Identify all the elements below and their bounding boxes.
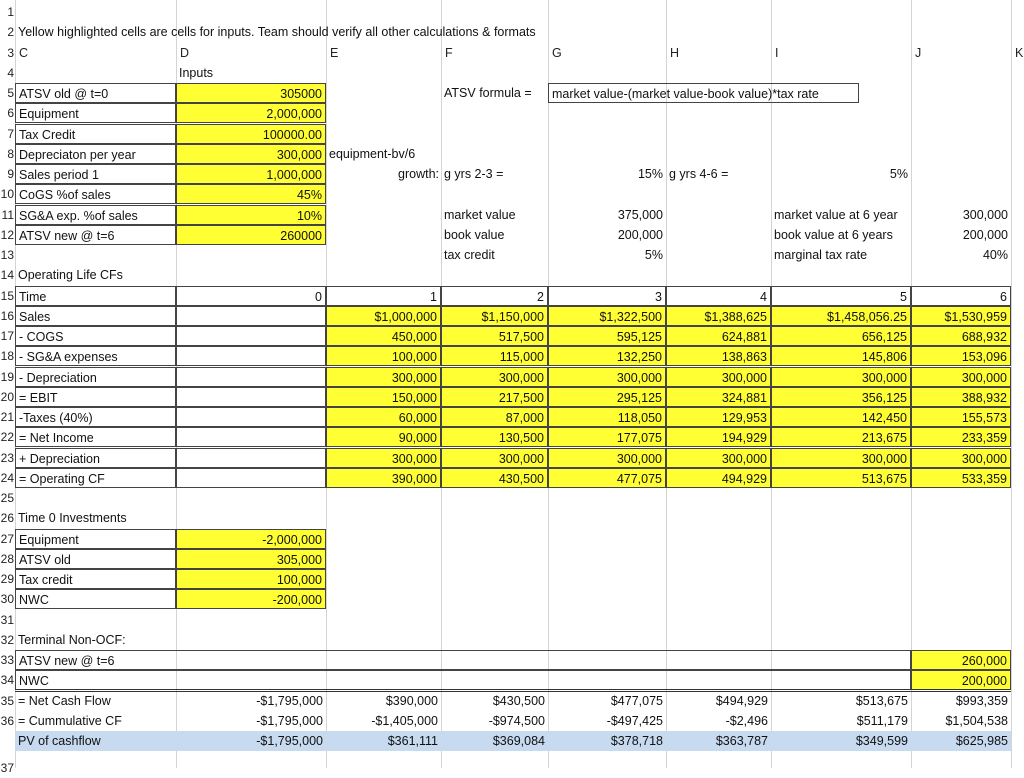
oplife-value[interactable]: 118,050 [548,407,666,427]
summary-value[interactable]: -$1,405,000 [371,713,438,728]
row-number[interactable]: 27 [0,531,14,546]
empty-cell[interactable] [176,407,326,427]
marginal-tax-rate[interactable]: 40% [982,248,1008,262]
oplife-value[interactable]: 300,000 [666,448,771,468]
summary-value[interactable]: $511,179 [856,713,908,728]
market-value-6[interactable]: 300,000 [962,207,1008,222]
row-number[interactable] [0,731,14,751]
summary-value[interactable]: $430,500 [492,693,545,708]
oplife-value[interactable]: $1,000,000 [326,306,441,326]
empty-cell[interactable] [176,387,326,407]
tax-credit-label[interactable]: tax credit [444,248,495,262]
input-value[interactable]: 1,000,000 [176,164,326,184]
oplife-value[interactable]: 656,125 [771,326,911,346]
summary-value[interactable]: $349,599 [771,731,911,751]
oplife-value[interactable]: 100,000 [326,346,441,366]
input-value[interactable]: 45% [176,184,326,204]
oplife-value[interactable]: 300,000 [771,448,911,468]
empty-cell[interactable] [176,306,326,326]
oplife-value[interactable]: 132,250 [548,346,666,366]
summary-label[interactable]: = Net Cash Flow [18,693,111,708]
input-label[interactable]: ATSV new @ t=6 [15,225,176,245]
time0-value[interactable]: -2,000,000 [176,529,326,549]
row-number[interactable]: 32 [0,632,14,647]
tax-credit-value[interactable]: 5% [644,248,663,262]
oplife-value[interactable]: $1,530,959 [911,306,1011,326]
summary-value[interactable]: -$1,795,000 [176,731,326,751]
row-number[interactable]: 30 [0,592,14,607]
summary-value[interactable]: $378,718 [548,731,666,751]
time-value[interactable]: 2 [441,286,548,306]
oplife-value[interactable]: 450,000 [326,326,441,346]
time-value[interactable]: 6 [911,286,1011,306]
oplife-label[interactable]: - Depreciation [15,367,176,387]
oplife-value[interactable]: $1,388,625 [666,306,771,326]
row-number[interactable]: 10 [0,187,14,202]
terminal-value[interactable]: 260,000 [911,650,1011,670]
row-number[interactable]: 35 [0,693,14,708]
oplife-value[interactable]: $1,150,000 [441,306,548,326]
oplife-value[interactable]: 688,932 [911,326,1011,346]
oplife-value[interactable]: 142,450 [771,407,911,427]
empty-cell[interactable] [176,346,326,366]
input-value[interactable]: 10% [176,205,326,225]
oplife-value[interactable]: 430,500 [441,468,548,488]
summary-value[interactable]: $494,929 [715,693,768,708]
oplife-label[interactable]: -Taxes (40%) [15,407,176,427]
row-number[interactable]: 2 [7,25,14,40]
depreciation-note[interactable]: equipment-bv/6 [329,146,416,161]
row-number[interactable]: 20 [0,389,14,404]
summary-value[interactable]: -$974,500 [488,713,545,728]
input-label[interactable]: Equipment [15,103,176,123]
oplife-value[interactable]: 300,000 [441,367,548,387]
double-border [15,689,1011,690]
time0-value[interactable]: 305,000 [176,549,326,569]
oplife-value[interactable]: 388,932 [911,387,1011,407]
time-value[interactable]: 0 [176,286,326,306]
time0-label[interactable]: ATSV old [15,549,176,569]
summary-value[interactable]: $513,675 [855,693,908,708]
oplife-label[interactable]: = Operating CF [15,468,176,488]
row-number[interactable]: 23 [0,450,14,465]
oplife-value[interactable]: 60,000 [326,407,441,427]
oplife-value[interactable]: 129,953 [666,407,771,427]
row-number[interactable]: 19 [0,369,14,384]
row-number[interactable]: 12 [0,227,14,242]
oplife-value[interactable]: 533,359 [911,468,1011,488]
oplife-value[interactable]: 155,573 [911,407,1011,427]
oplife-value[interactable]: 194,929 [666,427,771,447]
row-number[interactable]: 15 [0,288,14,303]
summary-value[interactable]: -$1,795,000 [256,693,323,708]
column-letter-f[interactable]: F [445,45,453,60]
oplife-value[interactable]: 300,000 [771,367,911,387]
empty-cell[interactable] [176,448,326,468]
summary-label[interactable]: = Cummulative CF [18,713,122,728]
oplife-value[interactable]: 300,000 [548,367,666,387]
column-letter-g[interactable]: G [552,45,562,60]
input-label[interactable]: ATSV old @ t=0 [15,83,176,103]
input-value[interactable]: 100000.00 [176,124,326,144]
instructions-note[interactable]: Yellow highlighted cells are cells for inputs. Team should verify all other calculations & formats [18,25,536,40]
oplife-value[interactable]: 145,806 [771,346,911,366]
oplife-value[interactable]: 177,075 [548,427,666,447]
row-number[interactable]: 13 [0,248,14,262]
row-number[interactable]: 6 [7,106,14,121]
input-label[interactable]: CoGS %of sales [15,184,176,204]
gridline [1011,0,1012,768]
oplife-value[interactable]: 217,500 [441,387,548,407]
input-value[interactable]: 305000 [176,83,326,103]
row-number[interactable]: 28 [0,551,14,566]
summary-value[interactable]: $993,359 [955,693,1008,708]
operating-life-title[interactable]: Operating Life CFs [18,268,123,283]
oplife-label[interactable]: = EBIT [15,387,176,407]
input-label[interactable]: Depreciaton per year [15,144,176,164]
oplife-value[interactable]: 90,000 [326,427,441,447]
oplife-value[interactable]: 300,000 [326,367,441,387]
row-number[interactable]: 18 [0,349,14,364]
oplife-value[interactable]: 295,125 [548,387,666,407]
oplife-label[interactable]: = Net Income [15,427,176,447]
row-number[interactable]: 21 [0,410,14,424]
oplife-value[interactable]: 87,000 [441,407,548,427]
row-number[interactable]: 5 [7,86,14,100]
column-letter-j[interactable]: J [915,45,922,60]
oplife-value[interactable]: 300,000 [911,367,1011,387]
growth-46-value[interactable]: 5% [889,167,908,181]
oplife-value[interactable]: 300,000 [441,448,548,468]
row-number[interactable]: 17 [0,329,14,343]
oplife-value[interactable]: 595,125 [548,326,666,346]
summary-value[interactable]: $363,787 [666,731,771,751]
empty-cell[interactable] [176,468,326,488]
empty-cell[interactable] [176,326,326,346]
double-border [15,691,1011,692]
oplife-value[interactable]: 517,500 [441,326,548,346]
oplife-label[interactable]: Sales [15,306,176,326]
row-number[interactable]: 8 [7,146,14,161]
row-number[interactable]: 22 [0,430,14,445]
oplife-value[interactable]: 624,881 [666,326,771,346]
oplife-label[interactable]: - SG&A expenses [15,346,176,366]
row-number[interactable]: 14 [0,268,14,283]
atsv-formula[interactable]: market value-(market value-book value)*tax rate [548,83,859,103]
row-number[interactable]: 33 [0,653,14,667]
terminal-value[interactable]: 200,000 [911,670,1011,690]
oplife-value[interactable]: 130,500 [441,427,548,447]
oplife-value[interactable]: $1,322,500 [548,306,666,326]
oplife-value[interactable]: 233,359 [911,427,1011,447]
summary-value[interactable]: -$497,425 [606,713,663,728]
oplife-value[interactable]: 494,929 [666,468,771,488]
summary-value[interactable]: $369,084 [441,731,548,751]
column-letter-h[interactable]: H [670,45,680,60]
input-value[interactable]: 260000 [176,225,326,245]
summary-value[interactable]: -$1,795,000 [256,713,323,728]
row-number[interactable]: 9 [7,167,14,181]
terminal-label[interactable]: NWC [15,670,911,690]
growth-label[interactable]: growth: [398,167,439,181]
row-number[interactable]: 37 [0,761,14,775]
summary-value[interactable]: $390,000 [385,693,438,708]
market-value[interactable]: 375,000 [617,207,663,222]
oplife-value[interactable]: 300,000 [548,448,666,468]
book-value[interactable]: 200,000 [617,227,663,242]
time0-label[interactable]: Tax credit [15,569,176,589]
inputs-heading[interactable]: Inputs [179,65,214,80]
row-number[interactable]: 34 [0,673,14,688]
marginal-tax-rate-label[interactable]: marginal tax rate [774,248,868,262]
oplife-value[interactable]: 115,000 [441,346,548,366]
oplife-value[interactable]: 153,096 [911,346,1011,366]
time-value[interactable]: 3 [548,286,666,306]
growth-23-label[interactable]: g yrs 2-3 = [444,167,504,181]
row-number[interactable]: 16 [0,308,14,323]
column-letter-k[interactable]: K [1015,45,1024,60]
input-label[interactable]: Sales period 1 [15,164,176,184]
column-letter-i[interactable]: I [775,45,779,60]
row-number[interactable]: 26 [0,511,14,526]
row-number[interactable]: 36 [0,713,14,728]
column-letter-d[interactable]: D [180,45,190,60]
book-value-6[interactable]: 200,000 [962,227,1008,242]
oplife-value[interactable]: 300,000 [666,367,771,387]
growth-23-value[interactable]: 15% [637,167,663,181]
oplife-value[interactable]: 513,675 [771,468,911,488]
time-value[interactable]: 1 [326,286,441,306]
row-number[interactable]: 31 [0,612,14,627]
time0-title[interactable]: Time 0 Investments [18,511,127,526]
row-number[interactable]: 29 [0,572,14,586]
book-value-label[interactable]: book value [444,227,505,242]
time-label[interactable]: Time [15,286,176,306]
market-value-6-label[interactable]: market value at 6 year [774,207,898,222]
row-number[interactable]: 25 [0,491,14,505]
oplife-value[interactable]: 213,675 [771,427,911,447]
row-number[interactable]: 24 [0,470,14,485]
row-number[interactable]: 3 [7,45,14,60]
input-value[interactable]: 300,000 [176,144,326,164]
column-letter-c[interactable]: C [19,45,29,60]
summary-value[interactable]: $625,985 [911,731,1011,751]
terminal-title[interactable]: Terminal Non-OCF: [18,632,126,647]
empty-cell[interactable] [176,427,326,447]
input-label[interactable]: Tax Credit [15,124,176,144]
input-value[interactable]: 2,000,000 [176,103,326,123]
oplife-value[interactable]: 390,000 [326,468,441,488]
input-label[interactable]: SG&A exp. %of sales [15,205,176,225]
row-number[interactable]: 7 [7,126,14,141]
summary-label[interactable]: PV of cashflow [15,731,176,751]
book-value-6-label[interactable]: book value at 6 years [774,227,893,242]
oplife-value[interactable]: $1,458,056.25 [771,306,911,326]
market-value-label[interactable]: market value [444,207,516,222]
row-number[interactable]: 1 [7,5,14,19]
column-letter-e[interactable]: E [330,45,339,60]
time-value[interactable]: 5 [771,286,911,306]
row-number[interactable]: 4 [7,65,14,80]
atsv-formula-label[interactable]: ATSV formula = [444,86,532,100]
summary-value[interactable]: $361,111 [326,731,441,751]
time0-value[interactable]: 100,000 [176,569,326,589]
oplife-value[interactable]: 138,863 [666,346,771,366]
time0-label[interactable]: NWC [15,589,176,609]
time-value[interactable]: 4 [666,286,771,306]
summary-value[interactable]: -$2,496 [725,713,768,728]
terminal-label[interactable]: ATSV new @ t=6 [15,650,911,670]
time0-value[interactable]: -200,000 [176,589,326,609]
oplife-label[interactable]: + Depreciation [15,448,176,468]
oplife-value[interactable]: 150,000 [326,387,441,407]
time0-label[interactable]: Equipment [15,529,176,549]
row-number[interactable]: 11 [1,207,14,222]
empty-cell[interactable] [176,367,326,387]
growth-46-label[interactable]: g yrs 4-6 = [669,167,729,181]
summary-value[interactable]: $1,504,538 [945,713,1008,728]
oplife-value[interactable]: 356,125 [771,387,911,407]
oplife-value[interactable]: 477,075 [548,468,666,488]
oplife-value[interactable]: 300,000 [911,448,1011,468]
oplife-value[interactable]: 300,000 [326,448,441,468]
summary-value[interactable]: $477,075 [610,693,663,708]
oplife-label[interactable]: - COGS [15,326,176,346]
oplife-value[interactable]: 324,881 [666,387,771,407]
